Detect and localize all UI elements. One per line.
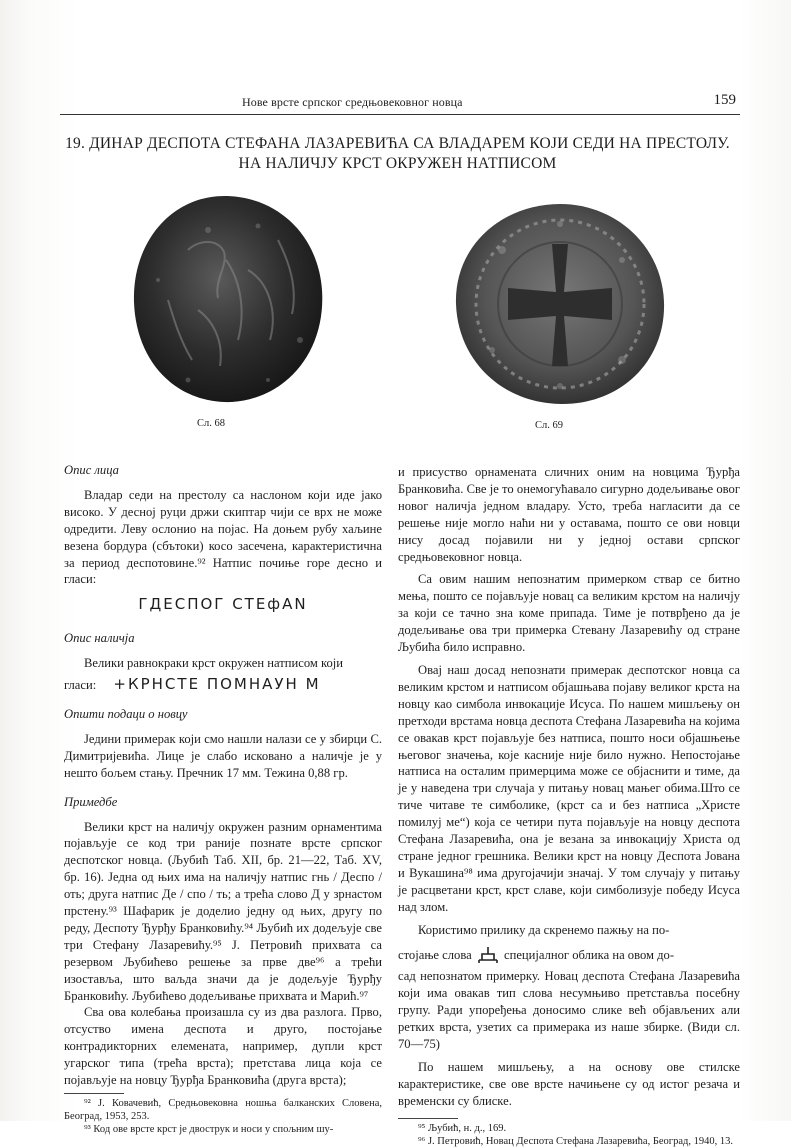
right-paragraph-4d: сад непознатом примерку. Новац деспота Стефана Лазаревића који има овакав тип слова несумњиво претставља посебну групу. Ради упоређења доносимо слике већ објављених али ретких врста, узетих са примерака из наше збирке. (Види сл. 70—75) [398,969,740,1052]
obverse-text: Владар седи на престолу са наслоном који иде јако високо. У десној руци држи скиптар чији се врх не може одредити. Леву ослонио на појас. На доњем рубу хаљине везена бордура (сбътоки) косо засечена, карактеристична за период деспотовине.⁹² Натпис почиње горе десно и гласи: [64,487,382,587]
running-header [60,92,740,114]
heading-line-2: НА НАЛИЧЈУ КРСТ ОКРУЖЕН НАТПИСОМ [238,155,557,172]
general-title: Општи подаци о новцу [64,706,188,721]
footnote-rule-left [64,1093,124,1094]
letter-line [398,944,740,964]
right-paragraph-2: Са овим нашим непознатим примерком ствар се битно мења, пошто се појављује новац са великим крстом на наличју за који се тачно зна коме припада. Тиме је потврђено да је додељивање ова три примерка Стевану Лазаревићу од стране Љубића било исправно. [398,572,740,655]
right-paragraph-5: По нашем мишљењу, а на основу ове стилске карактеристике, све ове врсте начињене су од истог резача и временски су блиске. [398,1060,740,1108]
running-title: Нове врсте српског средњовековног новца [242,95,463,109]
heading-line-1: 19. ДИНАР ДЕСПОТА СТЕФАНА ЛАЗАРЕВИЋА СА ВЛАДАРЕМ КОЈИ СЕДИ НА ПРЕСТОЛУ. [65,135,730,152]
footnote-96: ⁹⁶ Ј. Петровић, Новац Деспота Стефана Лазаревића, Београд, 1940, 13. [418,1135,733,1147]
obverse-legend [64,596,382,614]
footnote-rule-right [398,1118,458,1119]
page-number: 159 [713,92,736,108]
header-rule [60,114,740,115]
left-column [64,462,382,1136]
special-letter-d-glyph [475,944,501,964]
reverse-text-b: гласи: [64,678,97,693]
right-paragraph-4a: Користимо прилику да скренемо пажњу на по- [418,922,670,937]
footnote-93: ⁹³ Код ове врсте крст је двострук и носи у спољним шу- [84,1124,334,1135]
footnote-95: ⁹⁵ Љубић, н. д., 169. [418,1122,507,1134]
obverse-legend-text: ГДЕСПОГ СТЕфАN [138,595,308,614]
reverse-legend: +КРНСТЕ ПОМНАУН М [113,675,321,694]
right-paragraph-4c: специјалног облика на овом до- [504,948,675,963]
obverse-title: Опис лица [64,463,119,477]
general-text: Једини примерак који смо нашли налази се у збирци С. Димитријевића. Лице је слабо исковано а наличје је у нешто бољем стању. Пречник 17 мм. Тежина 0,88 гр. [64,731,382,780]
remarks-paragraph-2: Сва ова колебања произашла су из два разлога. Прво, отсуство имена деспота и друго, постојање контрадикторних елемената, например, дупли крст угарског типа (трећа врста); претстава лица која се појављује на новцу Ђурђа Бранковића (друга врста); [64,1005,382,1088]
right-paragraph-4b: стојање слова [398,948,472,963]
footnote-92: ⁹² Ј. Ковачевић, Средњовековна ношња балканских Словена, Београд, 1953, 253. [64,1098,382,1122]
reverse-title: Опис наличја [64,631,135,646]
coin-obverse-photo [128,190,328,408]
right-column [398,464,740,1148]
coin-reverse-photo [452,200,668,408]
right-paragraph-1: и присуство орнамената сличних оним на новцима Ђурђа Бранковића. Све је то онемогућавало сигурно додељивање овог новог наличја једном владару. Усто, треба нагласити да се решење није могло наћи ни у оставама, пошто се ови новци нису досад појавили ни у једној остави српског средњовековног новца. [398,465,740,564]
figure-68-caption: Сл. 68 [197,418,225,429]
remarks-paragraph-1: Велики крст на наличју окружен разним орнаментима појављује се код три раније познате врсте српског деспотског новца. (Љубић Таб. XII, бр. 21—22, Таб. XV, бр. 16). Једна од њих има на наличју натпис гнь / Деспо / оть; друга натпис Де / спо / ть; а трећа слово Д у зрнастом прстену.⁹³ Шафарик је доделио једну од њих, другу по реду, Деспоту Ђурђу Бранковићу.⁹⁴ Љубић их додељује све три Стефану Лазаревићу.⁹⁵ Ј. Петровић прихвата са резервом Љубићево решење за прве две⁹⁶ а трећи изоставља, што ваљда значи да је додељује Ђурђу Бранковићу. Љубићево додељивање прихвата и Марић.⁹⁷ [64,819,382,1003]
figure-69-caption: Сл. 69 [535,420,563,431]
section-heading [40,134,755,174]
reverse-line [64,676,382,694]
remarks-title: Примедбе [64,794,118,809]
right-paragraph-3: Овај наш досад непознати примерак деспотског новца са великим крстом и натписом објашњава појаву великог крста на новцу као симбола инвокације Исуса. По нашем мишљењу он претходи врстама новца деспота Стефана Лазаревића на којима се овакав крст појављује без натписа, пошто носи објашњење његовог значења, које касније није било нужно. Непостојање натписа на осталим примерцима може се објаснити и тиме, да је у наведена три случаја у питању новац мањег обима.Што се тиче читаве те симболике, (крст са и без натписа „Христе помилуј ме“) која се четири пута појављује на новцу деспота Стефана Лазаревића, она је везана за инвокацију Христа од стране једног грешника. Велики крст на новцу Деспота Јована и Вукашина⁹⁸ има другојачији значај. У том случају у питању је расцветани крст, крст славе, који симболизује победу Исуса над злом. [398,662,740,914]
reverse-text-a: Велики равнокраки крст окружен натписом који [84,656,344,671]
